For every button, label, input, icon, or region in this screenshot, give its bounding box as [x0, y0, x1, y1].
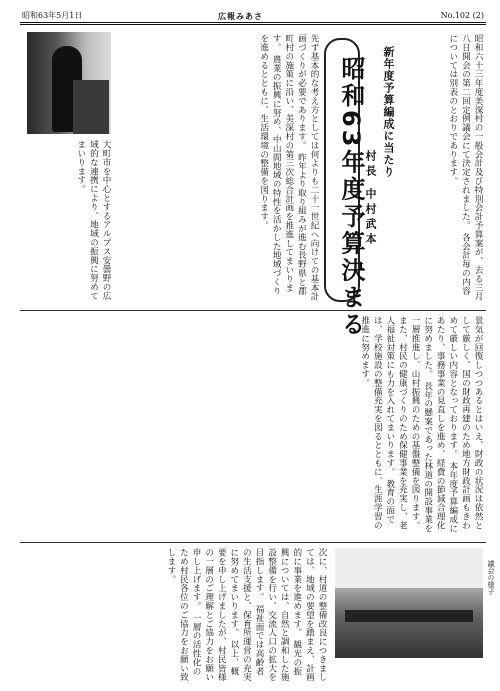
header-rule [20, 22, 486, 23]
paragraph: 先ず基本的な考え方としては何よりも二十一世紀へ向けての基本計画づくりが必要であります。 [296, 34, 319, 301]
wall-shape [335, 548, 483, 588]
paragraph: 長年の懸案であった林道の開設事業を一層推進し、山村振興のための基盤整備を図ります。 [410, 316, 433, 533]
paragraph: また、村民の健康づくりのため保健事業を充実し、老人福祉対策にも力を入れてまいります。 [384, 316, 408, 530]
photo-caption: 議会の様子 [487, 560, 495, 595]
text-block-top-right [398, 34, 484, 304]
article-title: 昭和63年度予算決まる [337, 56, 365, 339]
article-subtitle: 新年度予算編成に当たり [382, 46, 395, 178]
paragraph: 観光の振興については、自然と調和した施設整備を行い、交流人口の拡大を目指します。 [254, 548, 302, 682]
article-author: 村長 中村武本 [364, 150, 377, 248]
paragraph: 農業の振興に努め、中山間地域の特性を活かした地域づくりを進めるとともに、生活環境の整備を図ります。 [258, 34, 282, 296]
paragraph: 教育の面では、学校施設の整備充実を図るとともに、生涯学習の推進に努めます。 [359, 316, 395, 530]
issue-date: 昭和63年5月1日 [22, 11, 83, 20]
meeting-photo [335, 548, 483, 658]
issue-number: No.102 (2) [440, 11, 484, 20]
paragraph: 一層の活性化のため村民各位のご協力をお願い致します。 [165, 548, 202, 682]
text-block-top-far-left [22, 140, 112, 304]
column-divider [20, 542, 486, 543]
header-rule-double [20, 24, 486, 25]
paragraph: 昨年より取り組みが進む長野県と郡町村の施策に沿い、美深村の第三次総合計画を推進してまいります。 [271, 34, 307, 296]
paragraph: 景気が回復しつつあるとはいえ、財政の状況は依然として厳しく、国の財政再建のため地方財政計画もきわめて厳しい内容となっております。 [447, 316, 483, 530]
column-divider [20, 310, 486, 311]
paragraph: 福祉面では高齢者の生活支援と、保育所運営の充実に努めてまいります。 [228, 548, 265, 682]
newsletter-name: 広報みあさ [218, 11, 263, 21]
paragraph: 以上、概要を申し上げましたが、村民皆様の一層のご理解とご協力をお願い申し上げます。 [191, 548, 239, 682]
text-block-top-left [116, 34, 320, 304]
paragraph: 昭和六十三年度美深村の一般会計及び特別会計予算案が、去る三月八日開会の第二回定例議会にて決定されました。 [460, 34, 483, 301]
paragraph: 次に、村道の整備改良につきましては、地域の要望を踏まえ、計画的に事業を進めます。 [291, 548, 327, 682]
podium-shape [73, 80, 109, 134]
text-block-bottom [22, 548, 328, 682]
paragraph: 各会計毎の内容については別表のとおりであります。 [447, 34, 471, 296]
desk-shape [345, 610, 473, 622]
paragraph: 本年度予算編成にあたり、事務事業の見直しを進め、経費の節減合理化に努めました。 [422, 316, 458, 533]
speaker-photo [27, 32, 111, 134]
text-block-middle [22, 316, 484, 538]
page-header [22, 9, 484, 23]
paragraph: 大町市を中心とするアルプス安曇野の広域的な連携により、地域の振興に努めてまいります。 [75, 140, 111, 301]
